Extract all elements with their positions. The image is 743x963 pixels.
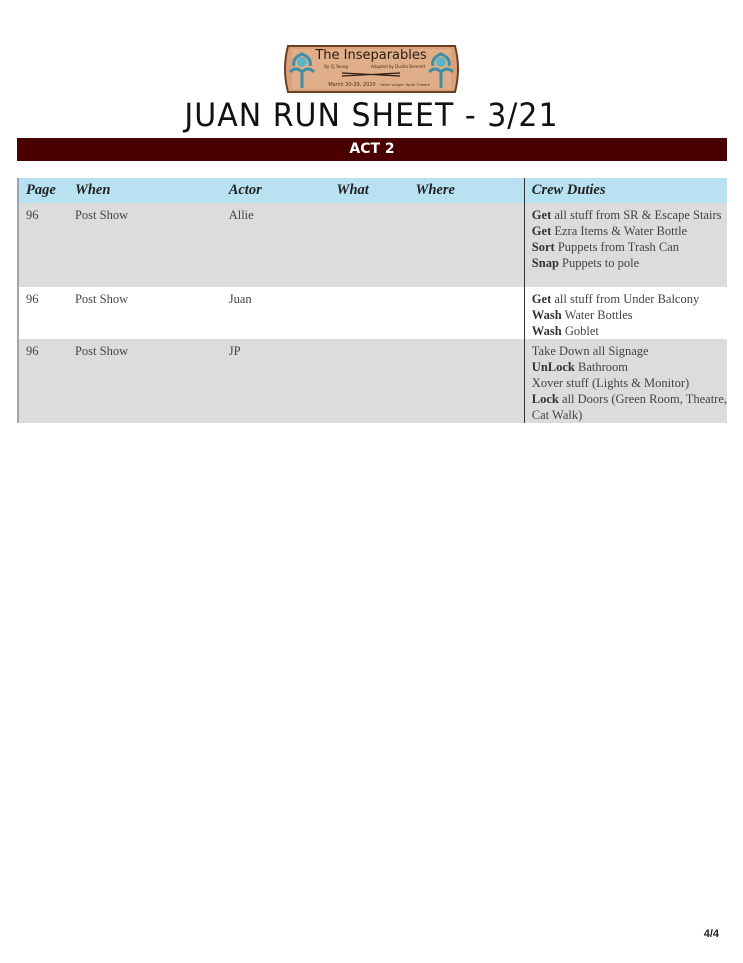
- duty-item: UnLock Bathroom: [531, 360, 628, 374]
- column-header-when: When: [68, 178, 222, 203]
- cell-where: [408, 287, 524, 339]
- cell-page: 96: [18, 287, 68, 339]
- duty-item: Get Ezra Items & Water Bottle: [531, 224, 688, 238]
- logo-byline-left: By CJ Young: [324, 64, 348, 69]
- table-row: [18, 339, 727, 423]
- page-title: JUAN RUN SHEET - 3/21: [184, 96, 559, 135]
- duty-item: Snap Puppets to pole: [531, 256, 640, 270]
- duty-item: Lock all Doors (Green Room, Theatre, Cat Walk): [531, 392, 728, 422]
- cell-crew-duties: [524, 339, 727, 423]
- logo-dates: March 20-29, 2020: [328, 82, 376, 88]
- cell-what: [330, 287, 409, 339]
- logo-byline-right: Adapted by Dustin Bennett: [370, 64, 426, 69]
- logo-title: The Inseparables: [315, 48, 427, 63]
- duty-item: Wash Goblet: [531, 324, 599, 338]
- duty-item: Sort Puppets from Trash Can: [531, 240, 680, 254]
- cell-what: [330, 203, 409, 287]
- cell-page: 96: [18, 339, 68, 423]
- duty-item: Wash Water Bottles: [531, 308, 633, 322]
- cell-where: [408, 203, 524, 287]
- cell-actor: Allie: [222, 203, 330, 287]
- column-header-where: Where: [408, 178, 524, 203]
- table-header-row: [18, 178, 727, 203]
- cell-when: Post Show: [68, 339, 222, 423]
- duty-item: Get all stuff from Under Balcony: [531, 292, 700, 306]
- table-row: [18, 203, 727, 287]
- column-header-what: What: [330, 178, 409, 203]
- show-logo: [280, 40, 463, 98]
- act-banner: ACT 2: [17, 138, 727, 161]
- logo-venue: Helen Vaughn Youth Theatre: [380, 83, 430, 87]
- column-header-actor: Actor: [222, 178, 330, 203]
- duty-item: Get all stuff from SR & Escape Stairs: [531, 208, 722, 222]
- cell-crew-duties: [524, 287, 727, 339]
- cell-where: [408, 339, 524, 423]
- column-header-page: Page: [18, 178, 68, 203]
- table-row: [18, 287, 727, 339]
- cell-when: Post Show: [68, 287, 222, 339]
- cell-what: [330, 339, 409, 423]
- page-number: 4/4: [703, 928, 719, 940]
- run-sheet-table: [17, 178, 727, 423]
- cell-actor: JP: [222, 339, 330, 423]
- cell-crew-duties: [524, 203, 727, 287]
- duty-item: Xover stuff (Lights & Monitor): [531, 376, 690, 390]
- cell-when: Post Show: [68, 203, 222, 287]
- column-header-crew-duties: Crew Duties: [524, 178, 727, 203]
- cell-page: 96: [18, 203, 68, 287]
- duty-item: Take Down all Signage: [531, 344, 649, 358]
- cell-actor: Juan: [222, 287, 330, 339]
